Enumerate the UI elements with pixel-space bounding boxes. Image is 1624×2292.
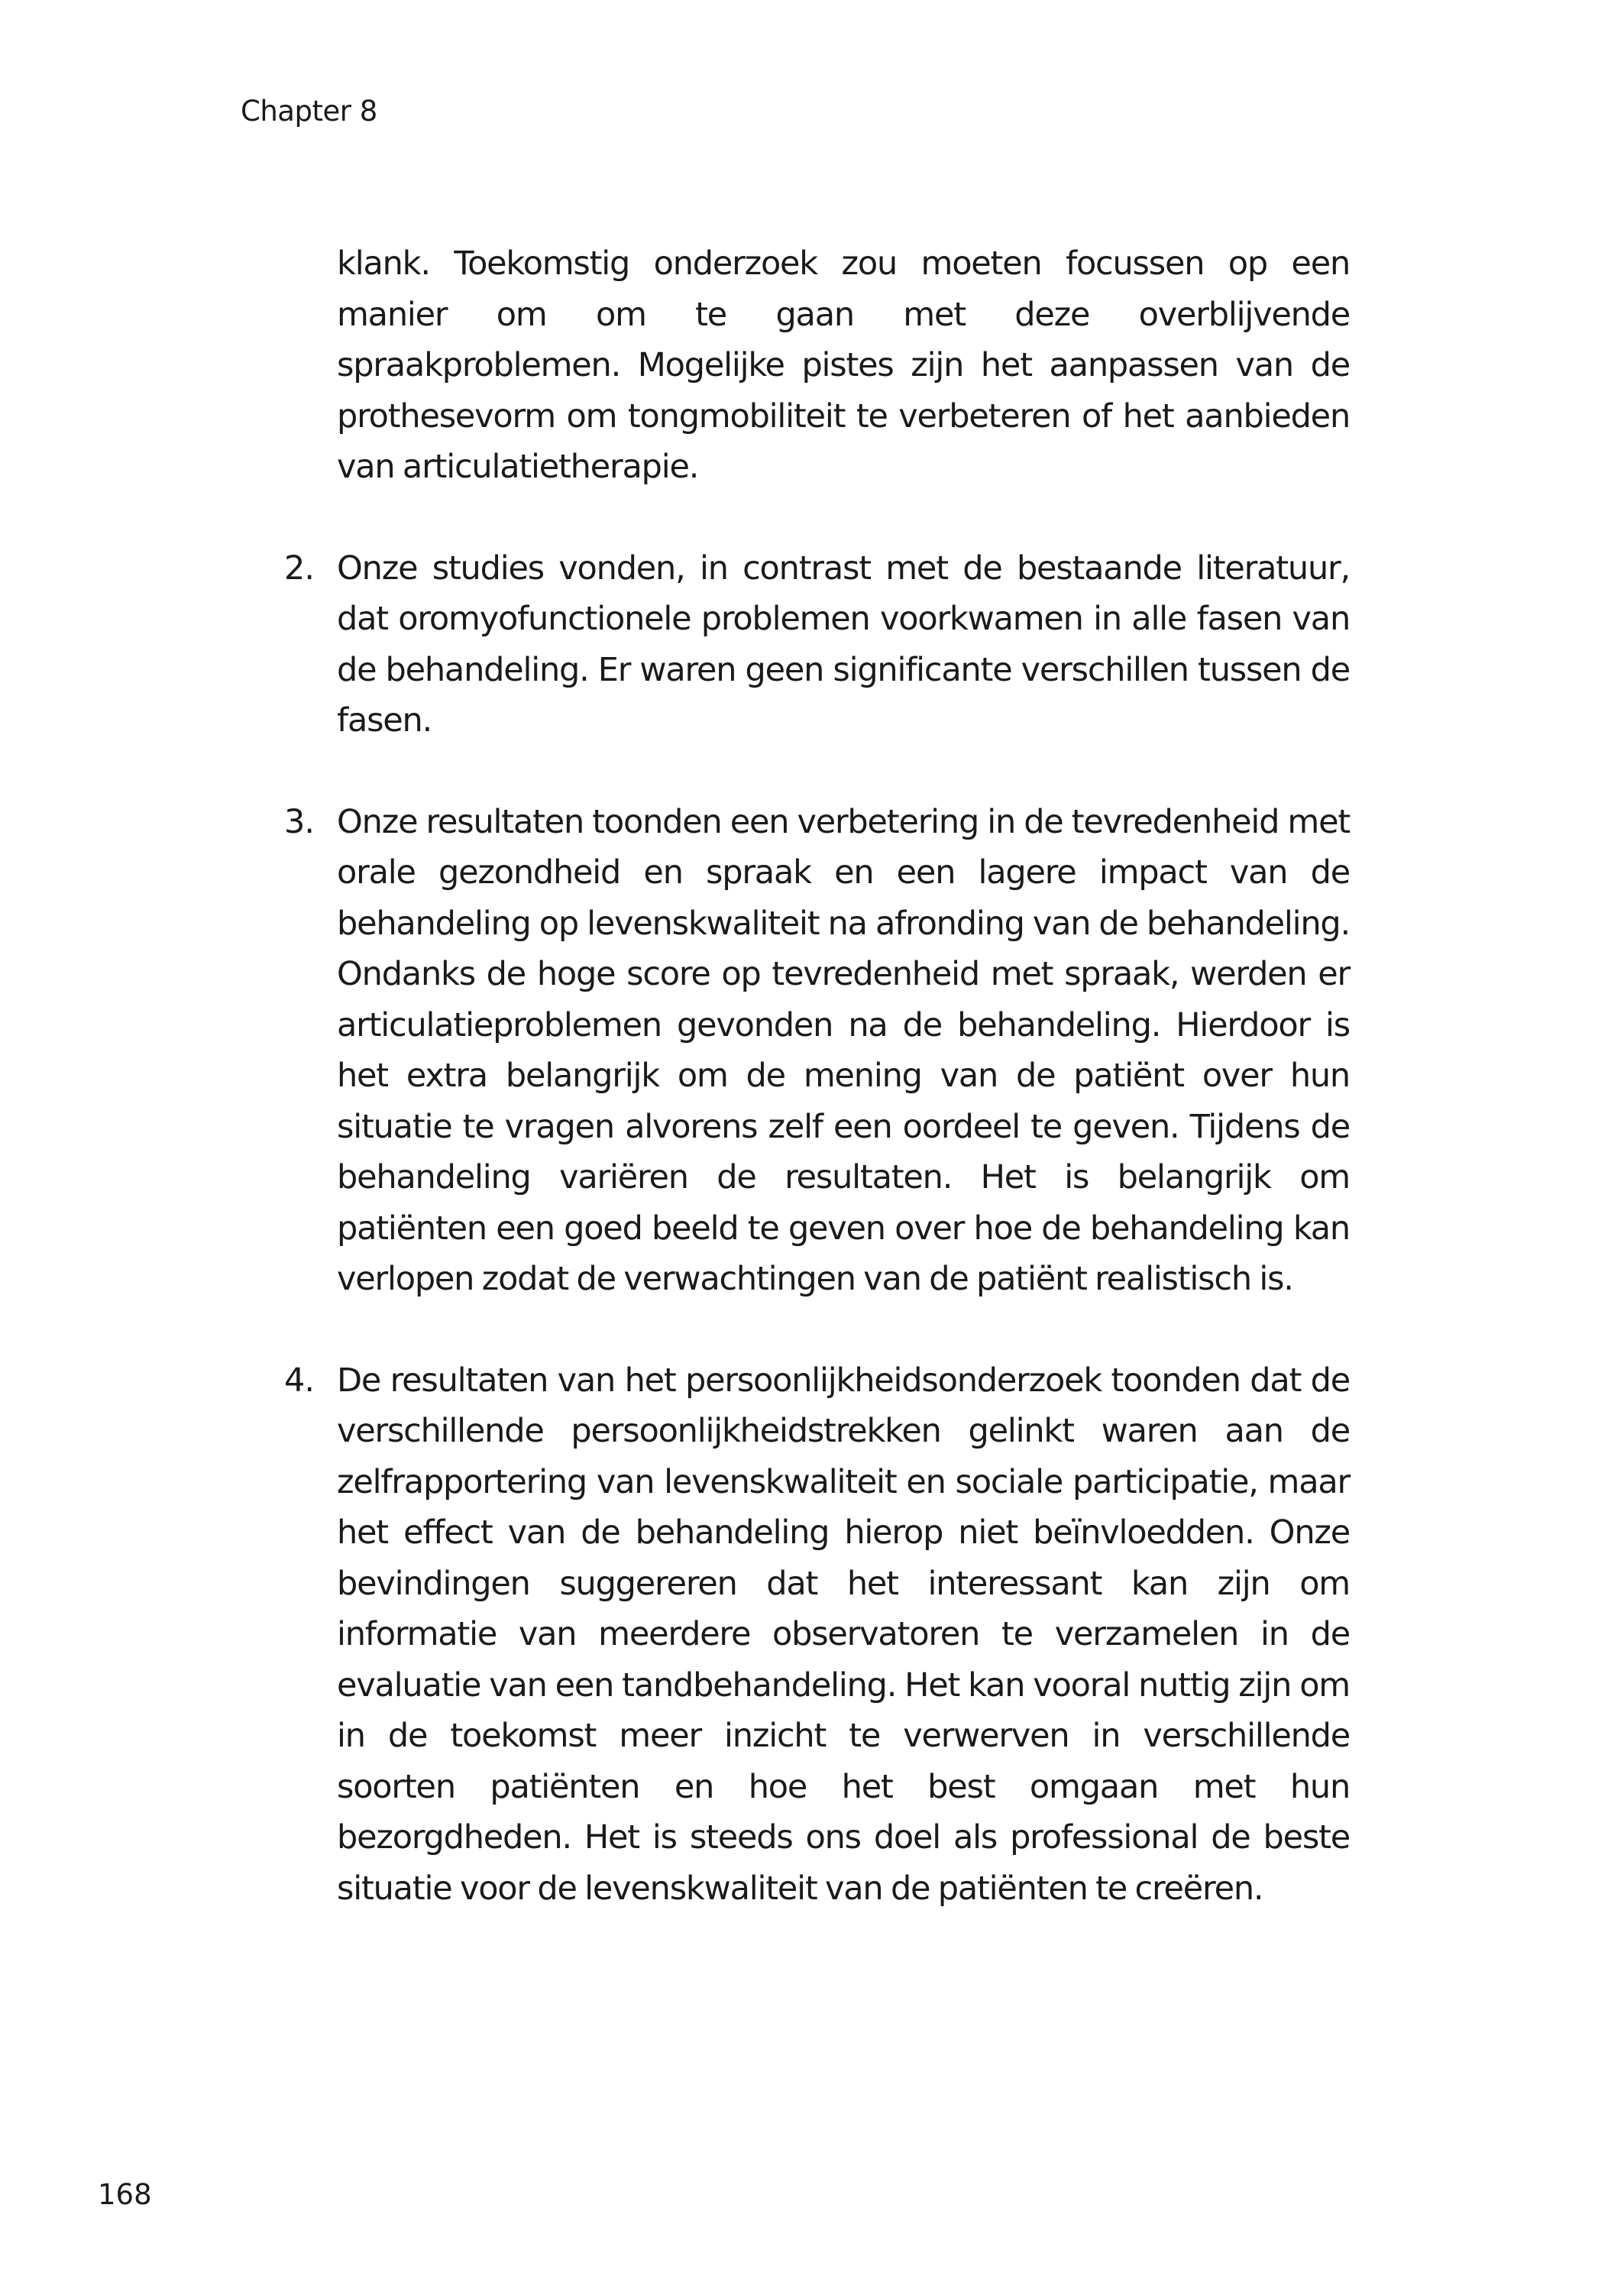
list-item-number: 2.: [284, 549, 315, 588]
list-item: [284, 1355, 1350, 1915]
running-header-chapter: Chapter 8: [241, 95, 377, 128]
list-item-number: 3.: [284, 802, 315, 841]
list-item-number: 4.: [284, 1361, 315, 1400]
main-text: [284, 238, 1350, 1914]
page-number: 168: [98, 2178, 152, 2211]
list-item-text: Onze resultaten toonden een verbetering in de tevredenheid met orale gezondheid en spraak en een lagere impact van de behandeling op levenskwaliteit na afronding van de behandeling. Ondanks de hoge score op tevredenheid met spraak, werden er articulatieproblemen gevonden na de behandeling. Hierdoor is het extra belangrijk om de mening van de patiënt over hun situatie te vragen alvorens zelf een oordeel te geven. Tijdens de behandeling variëren de resultaten. Het is belangrijk om patiënten een goed beeld te geven over hoe de behandeling kan verlopen zodat de verwachtingen van de patiënt realistisch is.: [337, 802, 1350, 1298]
list-item-text: Onze studies vonden, in contrast met de bestaande literatuur, dat oromyofunctionele problemen voorkwamen in alle fasen van de behandeling. Er waren geen significante verschillen tussen de fasen.: [337, 549, 1350, 740]
list-item-text: De resultaten van het persoonlijkheidsonderzoek toonden dat de verschillende persoonlijkheidstrekken gelinkt waren aan de zelfrapportering van levenskwaliteit en sociale participatie, maar het effect van de behandeling hierop niet beïnvloedden. Onze bevindingen suggereren dat het interessant kan zijn om informatie van meerdere observatoren te verzamelen in de evaluatie van een tandbehandeling. Het kan vooral nuttig zijn om in de toekomst meer inzicht te verwerven in verschillende soorten patiënten en hoe het best omgaan met hun bezorgdheden. Het is steeds ons doel als professional de beste situatie voor de levenskwaliteit van de patiënten te creëren.: [337, 1361, 1350, 1908]
continuation-paragraph: klank. Toekomstig onderzoek zou moeten focussen op een manier om om te gaan met deze overblijvende spraakproblemen. Mogelijke pistes zijn het aanpassen van de prothesevorm om tongmobiliteit te verbeteren of het aanbieden van articulatietherapie.: [337, 244, 1350, 486]
list-item: [284, 797, 1350, 1305]
list-item: [284, 543, 1350, 746]
